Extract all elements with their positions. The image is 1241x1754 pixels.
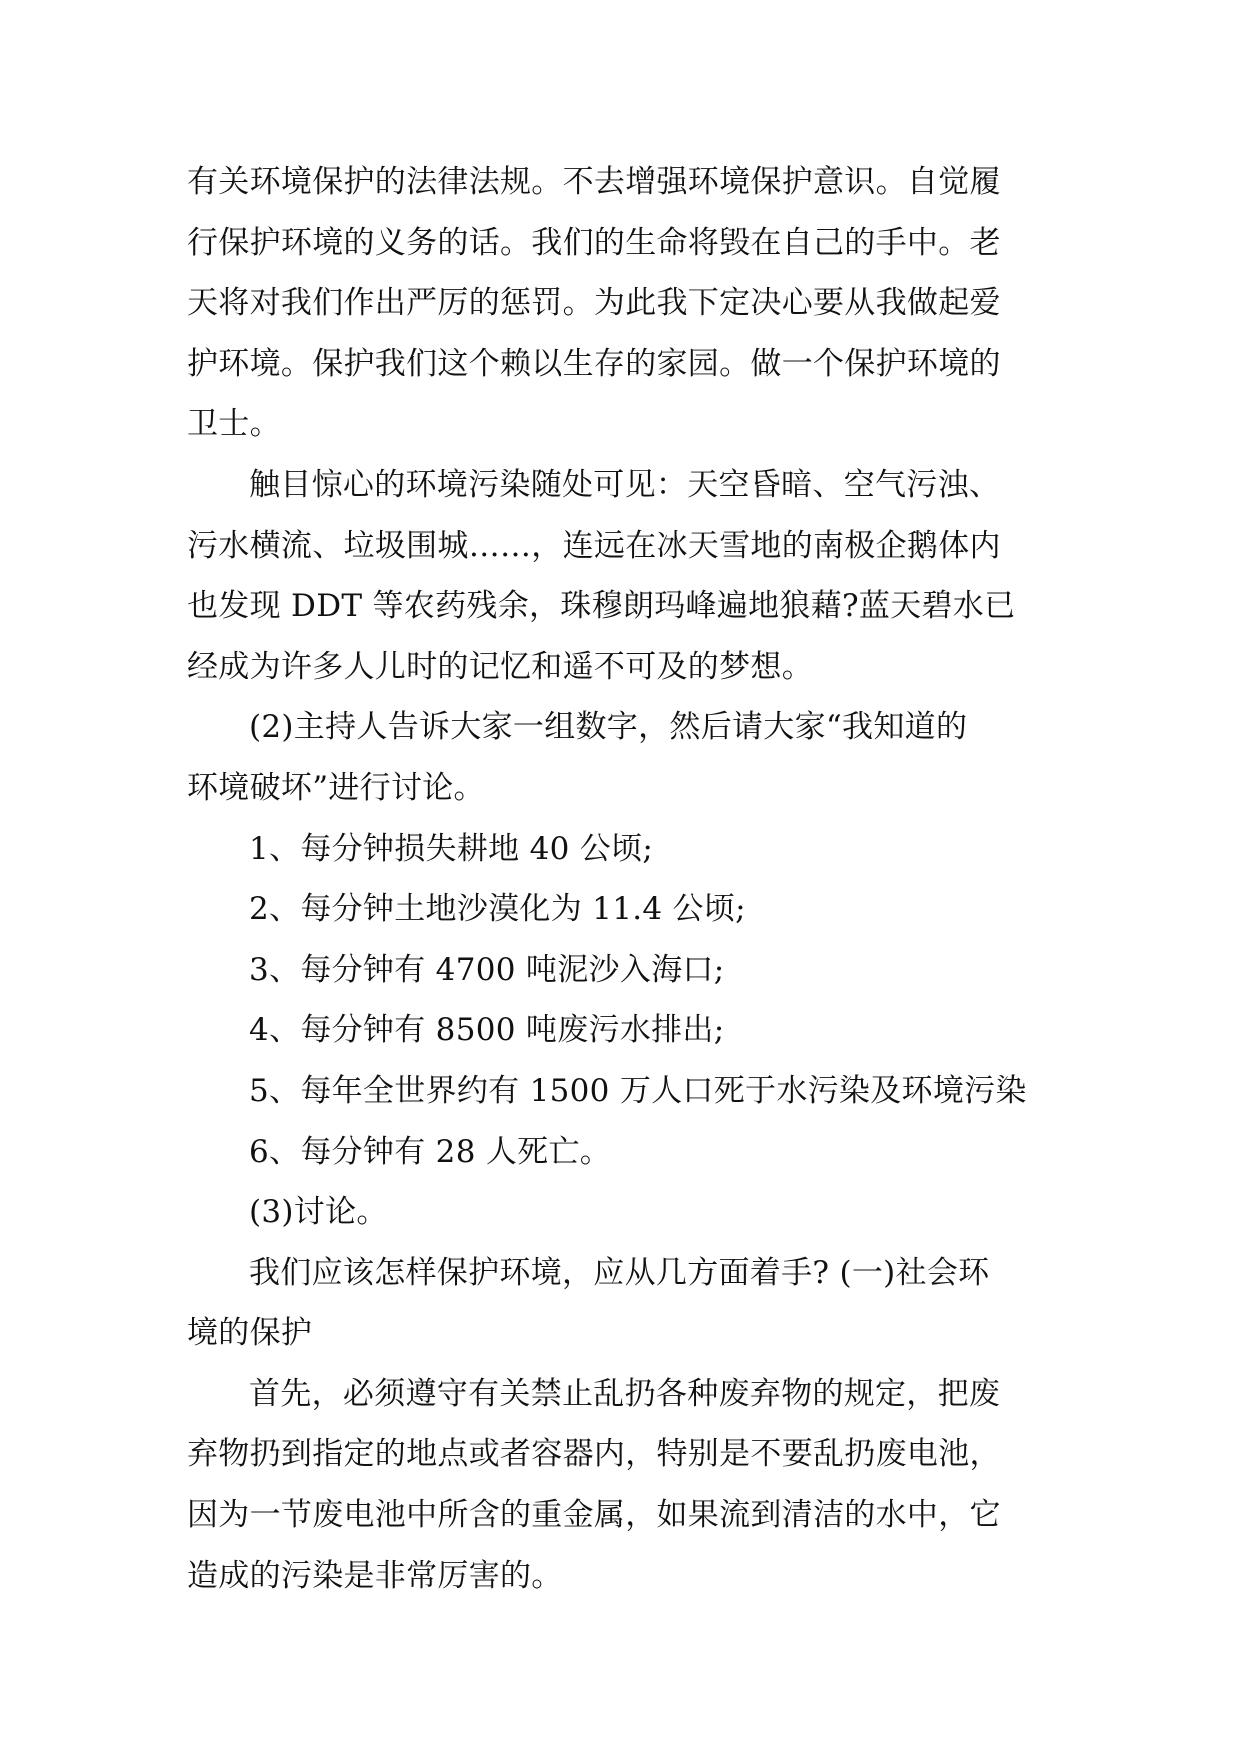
text-line: 污水横流、垃圾围城……，连远在冰天雪地的南极企鹅体内 xyxy=(187,527,1001,564)
text-line: 境的保护 xyxy=(187,1315,313,1352)
paragraph-discussion xyxy=(187,1182,1055,1243)
text-line: 触目惊心的环境污染随处可见：天空昏暗、空气污浊、 xyxy=(249,466,1001,503)
text-line: 我们应该怎样保护环境，应从几方面着手? (一)社会环 xyxy=(249,1254,990,1291)
text-line: 护环境。保护我们这个赖以生存的家园。做一个保护环境的 xyxy=(187,345,1001,382)
text-line: (3)讨论。 xyxy=(249,1194,388,1231)
text-line: 3、每分钟有 4700 吨泥沙入海口; xyxy=(249,951,725,988)
text-line: 行保护环境的义务的话。我们的生命将毁在自己的手中。老 xyxy=(187,224,1001,261)
paragraph-4 xyxy=(187,1243,1055,1364)
text-line: 天将对我们作出严厉的惩罚。为此我下定决心要从我做起爱 xyxy=(187,285,1001,322)
list-item-4 xyxy=(187,1000,1055,1061)
text-line: 环境破坏”进行讨论。 xyxy=(187,769,485,806)
list-item-3 xyxy=(187,940,1055,1001)
text-line: 弃物扔到指定的地点或者容器内，特别是不要乱扔废电池， xyxy=(187,1436,1001,1473)
text-line: 5、每年全世界约有 1500 万人口死于水污染及环境污染 xyxy=(249,1072,1027,1109)
text-line: (2)主持人告诉大家一组数字，然后请大家“我知道的 xyxy=(249,709,968,746)
paragraph-5 xyxy=(187,1364,1055,1606)
text-line: 1、每分钟损失耕地 40 公顷; xyxy=(249,830,654,867)
document-body xyxy=(187,152,1055,1606)
text-line: 有关环境保护的法律法规。不去增强环境保护意识。自觉履 xyxy=(187,164,1001,200)
text-line: 首先，必须遵守有关禁止乱扔各种废弃物的规定，把废 xyxy=(249,1375,1001,1412)
text-line: 卫士。 xyxy=(187,406,281,443)
text-line: 经成为许多人儿时的记忆和遥不可及的梦想。 xyxy=(187,648,813,685)
text-line: 也发现 DDT 等农药残余，珠穆朗玛峰遍地狼藉?蓝天碧水已 xyxy=(187,588,1016,625)
text-line: 因为一节废电池中所含的重金属，如果流到清洁的水中，它 xyxy=(187,1497,1001,1534)
paragraph-2 xyxy=(187,455,1055,697)
paragraph-3 xyxy=(187,697,1055,818)
text-line: 造成的污染是非常厉害的。 xyxy=(187,1557,563,1594)
list-item-1 xyxy=(187,819,1055,880)
list-item-5 xyxy=(187,1061,1055,1122)
paragraph-1 xyxy=(187,152,1055,455)
text-line: 2、每分钟土地沙漠化为 11.4 公顷; xyxy=(249,891,746,928)
text-line: 4、每分钟有 8500 吨废污水排出; xyxy=(249,1012,725,1049)
list-item-6 xyxy=(187,1122,1055,1183)
list-item-2 xyxy=(187,879,1055,940)
text-line: 6、每分钟有 28 人死亡。 xyxy=(249,1133,612,1170)
